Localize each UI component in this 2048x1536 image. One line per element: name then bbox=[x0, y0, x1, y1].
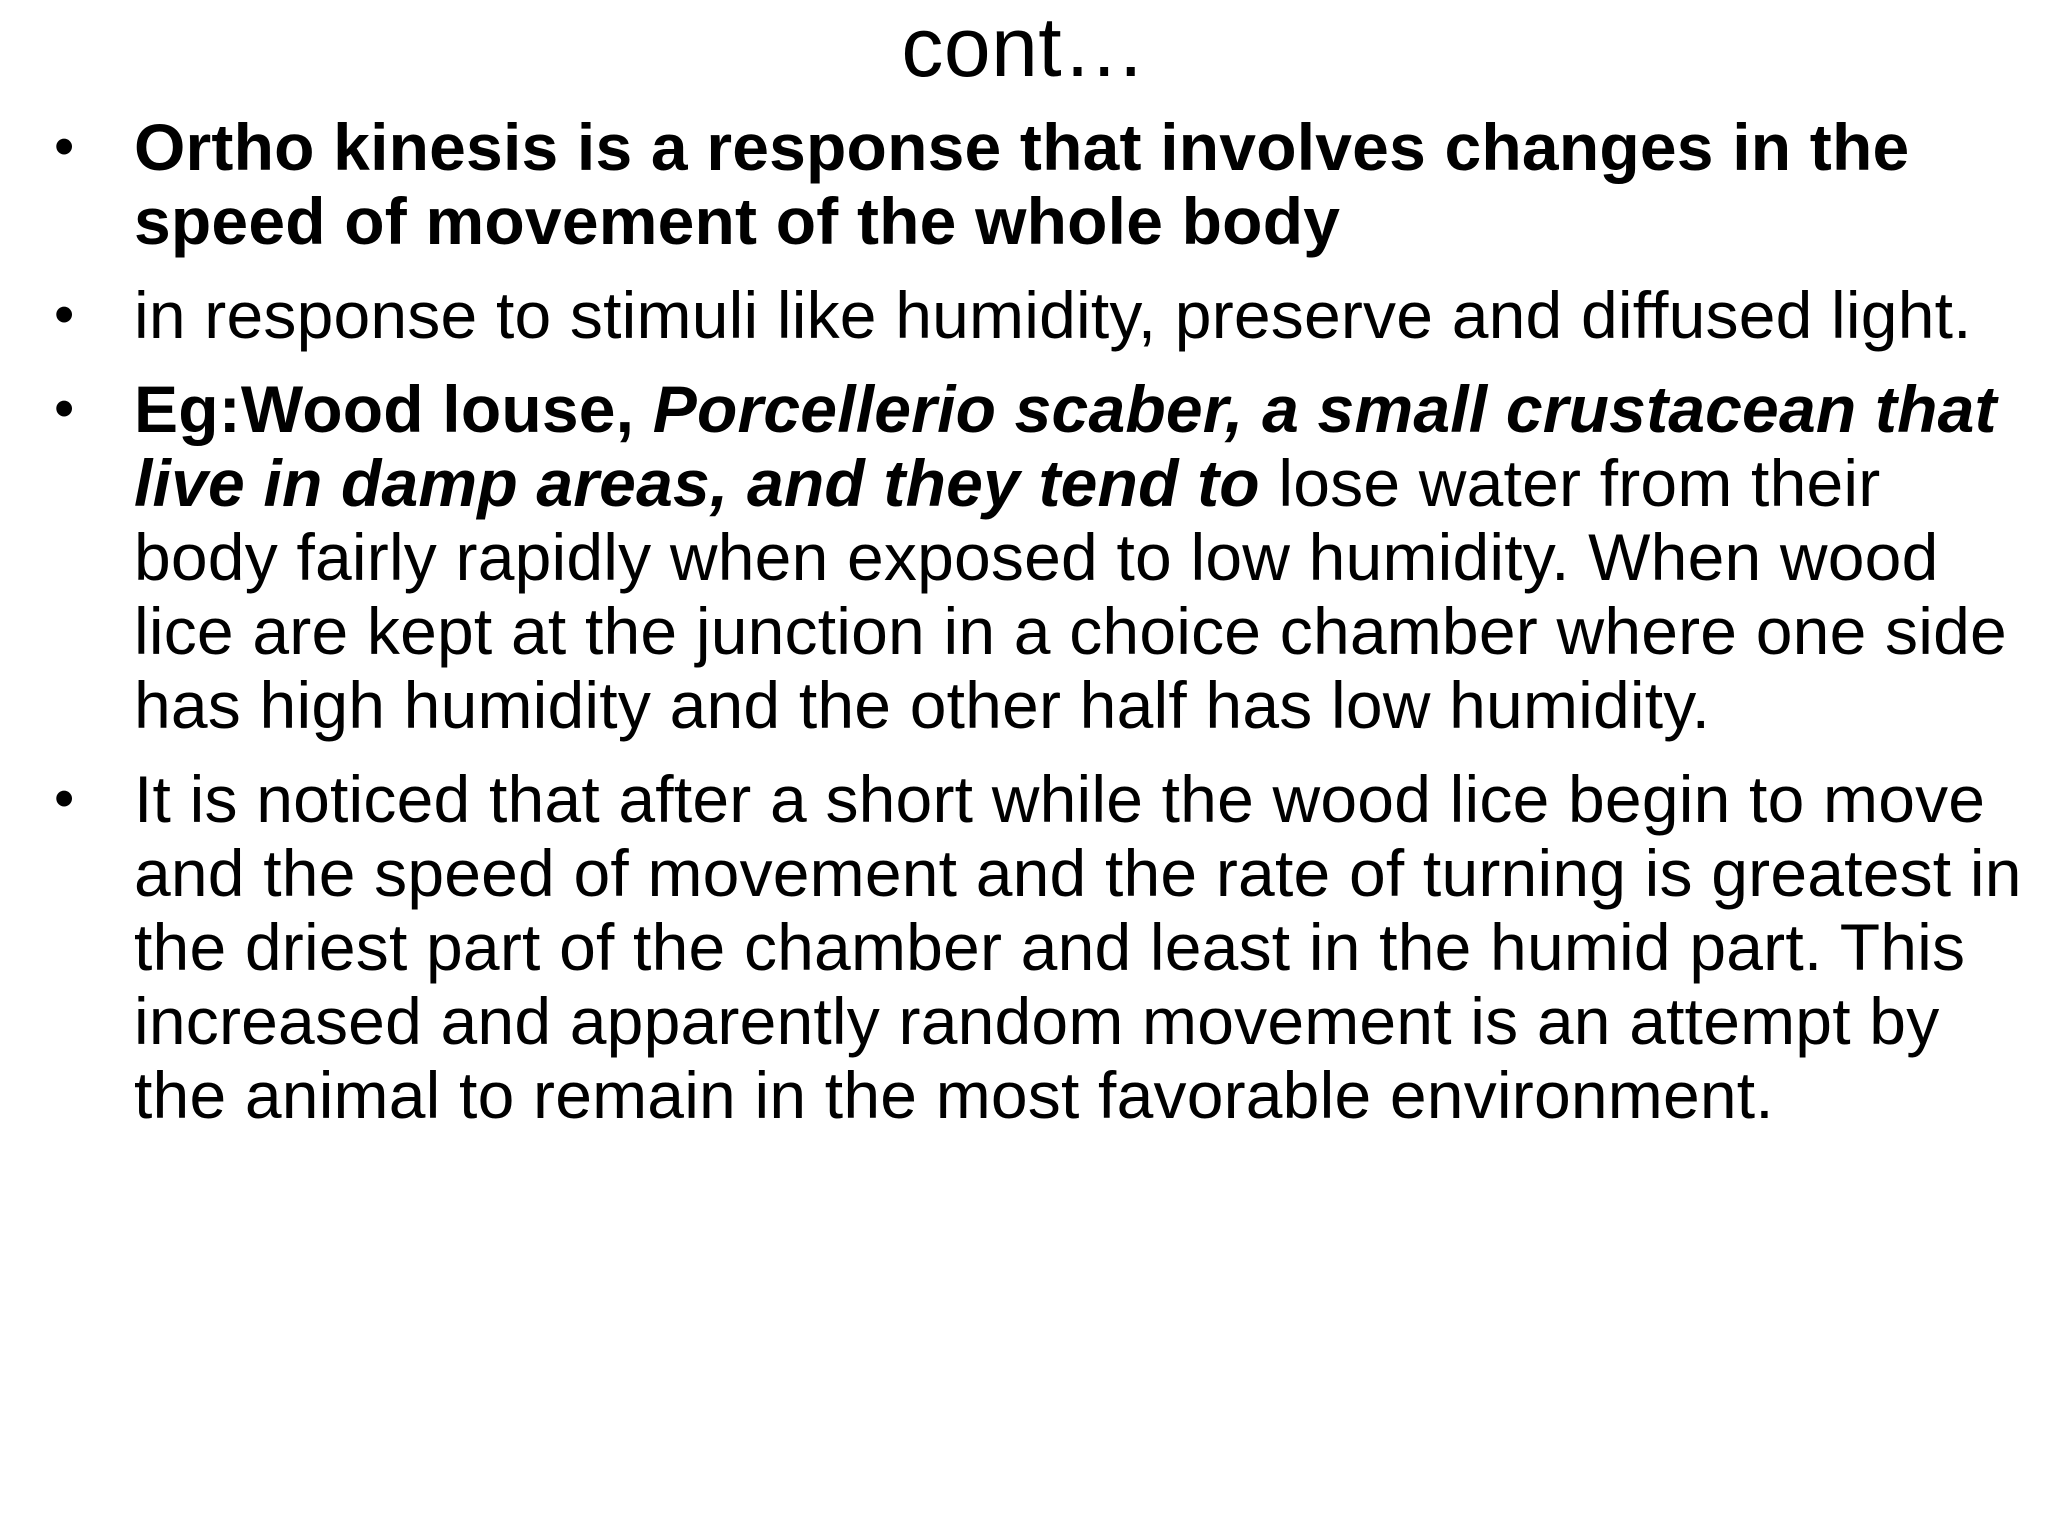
bullet-marker: • bbox=[54, 376, 75, 441]
slide-title: cont… bbox=[901, 0, 1147, 94]
bullet-text-bold: Eg:Wood louse, bbox=[134, 372, 653, 446]
bullet-item-3 bbox=[52, 372, 2022, 742]
bullet-marker: • bbox=[54, 114, 75, 179]
bullet-marker: • bbox=[54, 766, 75, 831]
bullet-marker: • bbox=[54, 282, 75, 347]
bullet-text: in response to stimuli like humidity, preserve and diffused light. bbox=[134, 278, 1972, 352]
bullet-item-1 bbox=[52, 110, 2022, 258]
bullet-item-2 bbox=[52, 278, 2022, 352]
bullet-text: lose water from their body fairly rapidly when exposed to low humidity. When wood lice are kept at the junction in a choice chamber where one side has high humidity and the other half has low humidity. bbox=[134, 446, 2007, 742]
bullet-list bbox=[52, 110, 2022, 1152]
bullet-text: It is noticed that after a short while the wood lice begin to move and the speed of movement and the rate of turning is greatest in the driest part of the chamber and least in the humid part. This increased and apparently random movement is an attempt by the animal to remain in the most favorable environment. bbox=[134, 762, 2022, 1132]
bullet-text-bold: Ortho kinesis is a response that involves changes in the speed of movement of the whole body bbox=[134, 110, 1910, 258]
bullet-text-bold-italic: Porcellerio scaber, a small crustacean that live in damp areas, and they tend to bbox=[134, 372, 1997, 520]
bullet-item-4 bbox=[52, 762, 2022, 1132]
